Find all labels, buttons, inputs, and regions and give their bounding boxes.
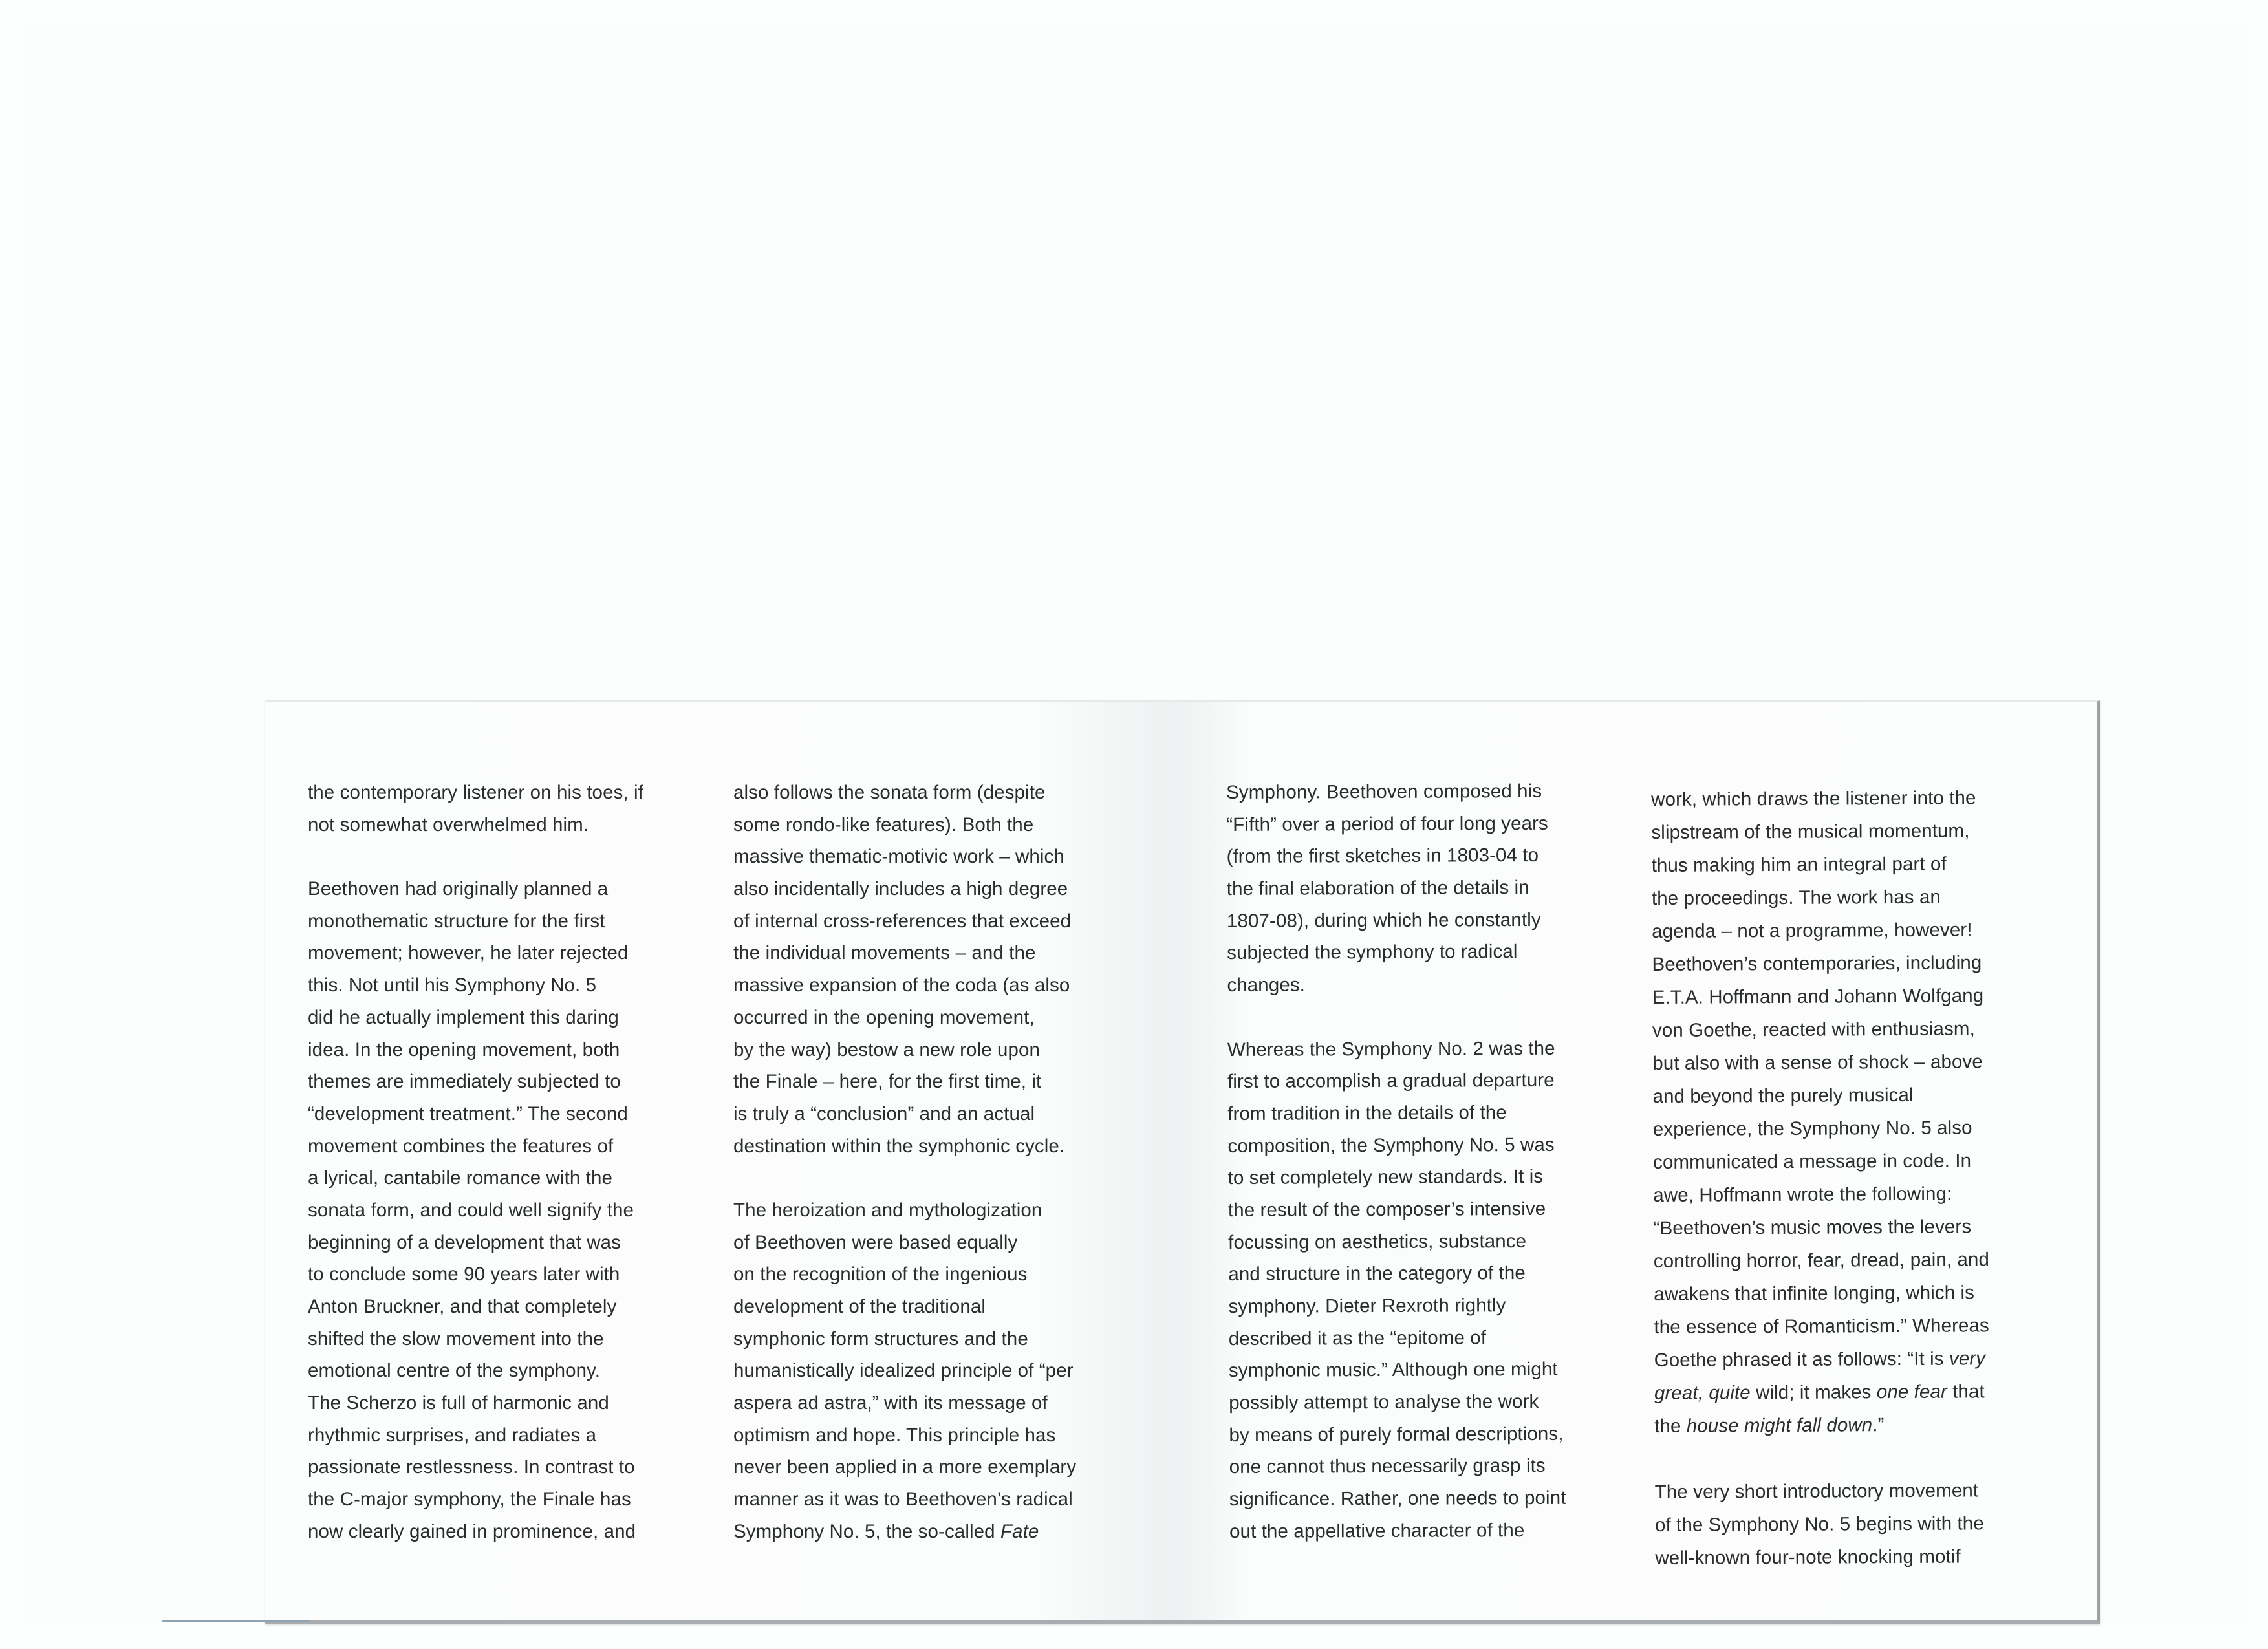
text-line: awe, Hoffmann wrote the following: [1653,1183,1952,1206]
text-line: slipstream of the musical momentum, [1651,820,1970,843]
text-column-1 [308,777,643,1548]
text-line: thus making him an integral part of [1651,853,1947,876]
text-line: focussing on aesthetics, substance [1228,1230,1527,1253]
text-line: and beyond the purely musical [1652,1084,1914,1107]
text-line: the essence of Romanticism.” Whereas [1654,1315,1989,1338]
text-line: humanistically idealized principle of “per [733,1360,1074,1382]
text-line: on the recognition of the ingenious [733,1264,1028,1286]
text-line: Anton Bruckner, and that completely [308,1296,617,1317]
text-line: E.T.A. Hoffmann and Johann Wolfgang [1652,985,1984,1008]
text-line: the final elaboration of the details in [1226,877,1529,900]
text-line: described it as the “epitome of [1228,1326,1487,1350]
text-line: shifted the slow movement into the [308,1328,604,1350]
text-line: also follows the sonata form (despite [733,782,1046,803]
text-line: “development treatment.” The second [308,1103,628,1125]
text-segment: that [1947,1381,1985,1403]
text-line: by the way) bestow a new role upon [733,1039,1041,1061]
scanner-edge-artifact [162,1620,310,1622]
text-line: subjected the symphony to radical [1227,941,1518,964]
text-line: communicated a message in code. In [1652,1150,1972,1173]
paragraph-gap [1227,1000,1564,1034]
text-line: to set completely new standards. It is [1227,1166,1544,1189]
text-line: emotional centre of the symphony. [308,1360,601,1382]
italic-text: great, quite [1654,1382,1751,1404]
text-line [1654,1342,1990,1377]
text-segment: wild; it makes [1750,1381,1877,1404]
text-line: The very short introductory movement [1654,1480,1979,1503]
text-line: the Finale – here, for the first time, it [733,1071,1042,1093]
text-line: is truly a “conclusion” and an actual [733,1103,1035,1125]
text-line: work, which draws the listener into the [1651,787,1976,810]
text-segment: .” [1872,1414,1885,1436]
text-line: but also with a sense of shock – above [1652,1051,1983,1074]
text-line: controlling horror, fear, dread, pain, and [1653,1249,1990,1272]
text-line: movement combines the features of [308,1135,614,1157]
text-line: symphony. Dieter Rexroth rightly [1228,1295,1506,1317]
text-line: development of the traditional [733,1296,986,1317]
text-line: Beethoven’s contemporaries, including [1652,952,1982,975]
text-line: optimism and hope. This principle has [733,1424,1056,1446]
text-line: symphonic form structures and the [733,1328,1028,1350]
paragraph-gap [308,841,643,873]
text-line: 1807-08), during which he constantly [1226,909,1541,932]
text-line: the individual movements – and the [733,942,1036,964]
text-line: some rondo-like features). Both the [733,814,1034,835]
text-line: from tradition in the details of the [1227,1101,1507,1125]
text-line: awakens that infinite longing, which is [1654,1282,1975,1305]
text-line: von Goethe, reacted with enthusiasm, [1652,1018,1975,1041]
text-line [733,1516,1076,1548]
text-line: occurred in the opening movement, [733,1006,1035,1028]
text-line: manner as it was to Beethoven’s radical [733,1489,1073,1511]
text-line: possibly attempt to analyse the work [1229,1390,1539,1414]
text-line: idea. In the opening movement, both [308,1039,620,1061]
text-segment: the [1654,1415,1687,1437]
text-line: the contemporary listener on his toes, if [308,782,643,803]
text-line: the proceedings. The work has an [1651,886,1941,909]
text-line: massive thematic-motivic work – which [733,846,1064,868]
text-line: significance. Rather, one needs to point [1229,1487,1566,1511]
text-line: the result of the composer’s intensive [1227,1198,1546,1221]
text-line: this. Not until his Symphony No. 5 [308,975,597,997]
text-line: (from the first sketches in 1803-04 to [1226,845,1539,868]
text-line: a lyrical, cantabile romance with the [308,1167,613,1189]
text-line: of Beethoven were based equally [733,1231,1018,1253]
text-line [1654,1375,1990,1410]
text-line: sonata form, and could well signify the [308,1199,634,1221]
text-line: agenda – not a programme, however! [1652,919,1972,942]
text-line: The heroization and mythologization [733,1199,1042,1221]
text-line: “Fifth” over a period of four long years [1226,812,1548,835]
text-line: out the appellative character of the [1229,1519,1525,1542]
text-line: of internal cross-references that exceed [733,910,1072,932]
text-line: passionate restlessness. In contrast to [308,1456,635,1478]
text-column-2 [733,777,1076,1548]
text-line: The Scherzo is full of harmonic and [308,1392,609,1414]
text-column-4 [1651,781,1991,1575]
text-line [1654,1408,1990,1443]
text-line: rhythmic surprises, and radiates a [308,1424,597,1446]
text-line: first to accomplish a gradual departure [1227,1069,1555,1093]
text-line: also incidentally includes a high degree [733,878,1068,900]
text-line: symphonic music.” Although one might [1228,1359,1558,1382]
text-line: beginning of a development that was [308,1231,621,1253]
text-line: monothematic structure for the first [308,910,605,932]
text-line: experience, the Symphony No. 5 also [1652,1117,1972,1140]
text-line: changes. [1227,974,1306,997]
text-line: aspera ad astra,” with its message of [733,1392,1048,1414]
text-line: never been applied in a more exemplary [733,1456,1077,1478]
paragraph-gap [1654,1441,1990,1476]
text-line: one cannot thus necessarily grasp its [1229,1455,1546,1478]
text-line: by means of purely formal descriptions, [1229,1423,1564,1446]
text-line: of the Symphony No. 5 begins with the [1654,1513,1984,1536]
text-line: did he actually implement this daring [308,1006,619,1028]
text-line: not somewhat overwhelmed him. [308,814,589,835]
text-line: movement; however, he later rejected [308,942,629,964]
text-segment: Goethe phrased it as follows: “It is [1654,1348,1950,1371]
text-line: massive expansion of the coda (as also [733,975,1070,997]
text-column-3 [1226,775,1566,1548]
text-line: well-known four-note knocking motif [1655,1546,1961,1569]
text-line: now clearly gained in prominence, and [308,1520,636,1542]
text-line: and structure in the category of the [1228,1262,1526,1286]
text-line: “Beethoven’s music moves the levers [1653,1216,1972,1239]
italic-text: very [1949,1348,1986,1370]
text-line: Whereas the Symphony No. 2 was the [1227,1037,1555,1061]
italic-text: Fate [1000,1520,1039,1542]
text-line: themes are immediately subjected to [308,1071,621,1093]
text-line: composition, the Symphony No. 5 was [1227,1134,1555,1157]
text-line: Symphony. Beethoven composed his [1226,780,1542,803]
text-line: the C-major symphony, the Finale has [308,1489,631,1511]
italic-text: house might fall down [1686,1414,1873,1437]
text-line: destination within the symphonic cycle. [733,1135,1065,1157]
text-segment: Symphony No. 5, the so-called [733,1520,1000,1542]
text-line: Beethoven had originally planned a [308,878,609,900]
italic-text: one fear [1876,1381,1947,1403]
text-line: to conclude some 90 years later with [308,1264,620,1286]
paragraph-gap [733,1162,1076,1194]
